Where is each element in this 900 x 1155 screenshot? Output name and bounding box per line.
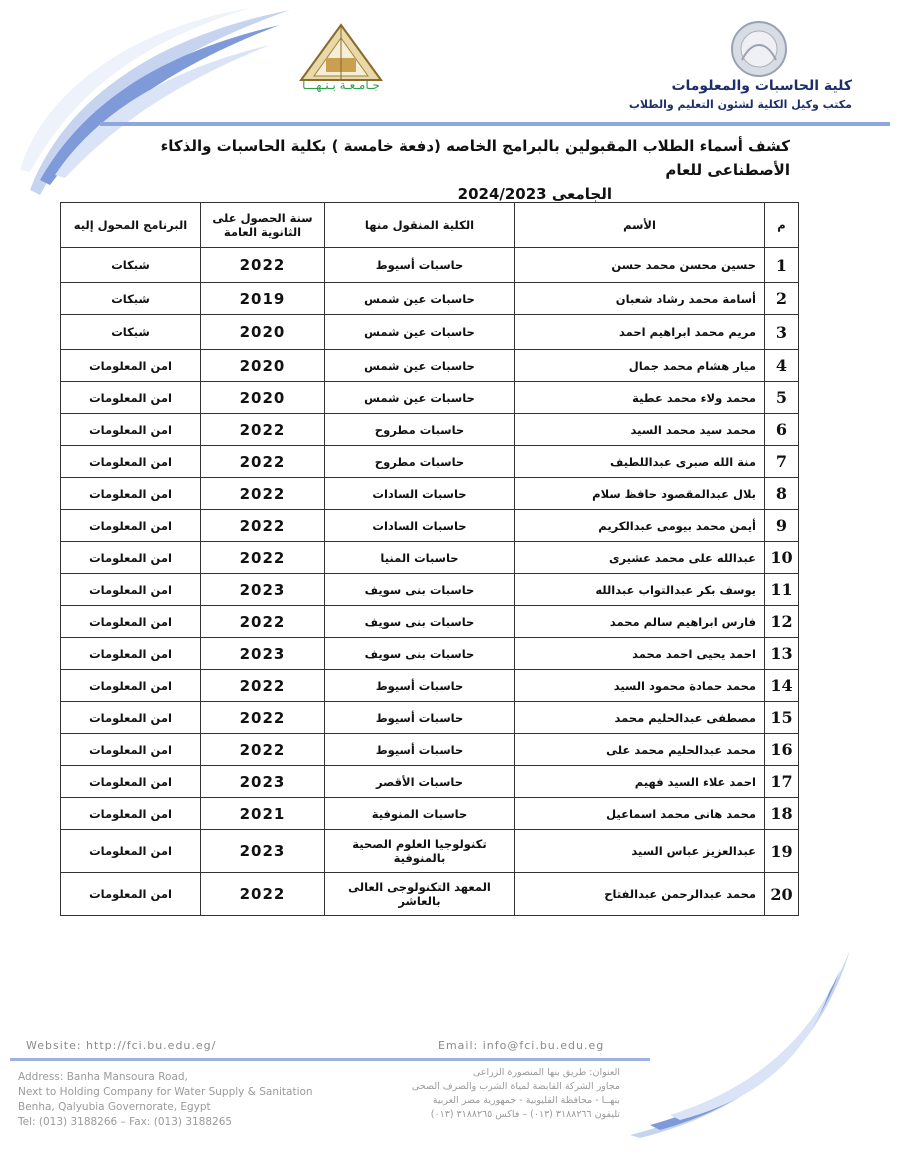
document-title <box>100 134 790 206</box>
header-name: الأسم <box>515 203 765 248</box>
decorative-swoosh-bottom <box>620 940 860 1140</box>
address-line: تليفون ٣١٨٨٢٦٦ (٠١٣) – فاكس ٣١٨٨٢٦٥ (٠١٣) <box>430 1109 620 1120</box>
cell-name: محمد ولاء محمد عطية <box>515 382 765 414</box>
cell-num: 19 <box>765 830 799 873</box>
cell-num: 2 <box>765 283 799 315</box>
address-line: بنهــا - محافظة القليوبية - جمهورية مصر العربية <box>432 1095 620 1106</box>
cell-num: 14 <box>765 670 799 702</box>
cell-num: 13 <box>765 638 799 670</box>
faculty-name: كلية الحاسبات والمعلومات <box>671 78 852 94</box>
cell-num: 4 <box>765 350 799 382</box>
cell-program: امن المعلومات <box>61 414 201 446</box>
cell-name: منة الله صبرى عبداللطيف <box>515 446 765 478</box>
table-row <box>61 638 799 670</box>
cell-college: المعهد التكنولوجى العالى بالعاشر <box>325 873 515 916</box>
header-divider <box>100 122 890 126</box>
cell-program: امن المعلومات <box>61 606 201 638</box>
cell-program: امن المعلومات <box>61 734 201 766</box>
cell-program: شبكات <box>61 248 201 283</box>
cell-name: محمد سيد محمد السيد <box>515 414 765 446</box>
cell-program: امن المعلومات <box>61 510 201 542</box>
cell-program: امن المعلومات <box>61 446 201 478</box>
cell-program: امن المعلومات <box>61 478 201 510</box>
office-name: مكتب وكيل الكلية لشئون التعليم والطلاب <box>628 98 852 111</box>
table-row <box>61 766 799 798</box>
cell-name: ميار هشام محمد جمال <box>515 350 765 382</box>
cell-num: 15 <box>765 702 799 734</box>
table-row <box>61 734 799 766</box>
cell-num: 7 <box>765 446 799 478</box>
footer-website: Website: http://fci.bu.edu.eg/ <box>26 1039 217 1052</box>
table-row <box>61 315 799 350</box>
cell-year: 2022 <box>201 873 325 916</box>
title-line-2: الجامعى 2024/2023 <box>457 185 612 203</box>
table-body <box>61 248 799 916</box>
cell-college: حاسبات أسيوط <box>325 670 515 702</box>
cell-name: مريم محمد ابراهيم احمد <box>515 315 765 350</box>
cell-college: حاسبات المنوفية <box>325 798 515 830</box>
header-year: سنة الحصول على الثانوية العامة <box>201 203 325 248</box>
header-num: م <box>765 203 799 248</box>
cell-name: يوسف بكر عبدالتواب عبدالله <box>515 574 765 606</box>
table-row <box>61 542 799 574</box>
cell-name: محمد هانى محمد اسماعيل <box>515 798 765 830</box>
cell-year: 2022 <box>201 542 325 574</box>
cell-program: امن المعلومات <box>61 702 201 734</box>
address-line: مجاور الشركة القابضة لمياة الشرب والصرف الصحى <box>411 1081 620 1092</box>
cell-name: أسامة محمد رشاد شعبان <box>515 283 765 315</box>
address-line: Tel: (013) 3188266 – Fax: (013) 3188265 <box>18 1116 233 1128</box>
table-row <box>61 510 799 542</box>
cell-year: 2022 <box>201 702 325 734</box>
table-row <box>61 606 799 638</box>
cell-year: 2022 <box>201 606 325 638</box>
cell-college: حاسبات السادات <box>325 510 515 542</box>
cell-num: 16 <box>765 734 799 766</box>
footer-address-ar <box>360 1066 620 1122</box>
cell-name: محمد عبدالحليم محمد على <box>515 734 765 766</box>
table-row <box>61 478 799 510</box>
table-row <box>61 830 799 873</box>
cell-program: امن المعلومات <box>61 542 201 574</box>
table-row <box>61 873 799 916</box>
cell-num: 9 <box>765 510 799 542</box>
table-row <box>61 702 799 734</box>
header-college: الكلية المنقول منها <box>325 203 515 248</box>
students-table <box>60 202 799 916</box>
cell-year: 2022 <box>201 446 325 478</box>
table-row <box>61 798 799 830</box>
cell-year: 2022 <box>201 248 325 283</box>
cell-name: حسين محسن محمد حسن <box>515 248 765 283</box>
cell-program: امن المعلومات <box>61 382 201 414</box>
cell-num: 6 <box>765 414 799 446</box>
table-row <box>61 248 799 283</box>
cell-program: امن المعلومات <box>61 574 201 606</box>
table-row <box>61 446 799 478</box>
cell-year: 2022 <box>201 670 325 702</box>
cell-college: حاسبات بنى سويف <box>325 574 515 606</box>
cell-num: 18 <box>765 798 799 830</box>
table-row <box>61 350 799 382</box>
cell-college: حاسبات المنيا <box>325 542 515 574</box>
table-row <box>61 574 799 606</box>
cell-name: أيمن محمد بيومى عبدالكريم <box>515 510 765 542</box>
cell-num: 11 <box>765 574 799 606</box>
cell-year: 2020 <box>201 350 325 382</box>
table-header-row <box>61 203 799 248</box>
cell-college: حاسبات عين شمس <box>325 315 515 350</box>
cell-college: حاسبات أسيوط <box>325 248 515 283</box>
cell-name: عبدالعزيز عباس السيد <box>515 830 765 873</box>
cell-year: 2022 <box>201 414 325 446</box>
header-program: البرنامج المحول إليه <box>61 203 201 248</box>
address-line: Address: Banha Mansoura Road, <box>18 1071 188 1083</box>
cell-year: 2023 <box>201 574 325 606</box>
cell-program: امن المعلومات <box>61 638 201 670</box>
address-line: Next to Holding Company for Water Supply & Sanitation <box>18 1086 313 1098</box>
cell-year: 2023 <box>201 830 325 873</box>
cell-year: 2023 <box>201 638 325 670</box>
cell-college: حاسبات عين شمس <box>325 350 515 382</box>
cell-num: 12 <box>765 606 799 638</box>
cell-program: امن المعلومات <box>61 350 201 382</box>
cell-num: 20 <box>765 873 799 916</box>
cell-num: 5 <box>765 382 799 414</box>
cell-college: حاسبات بنى سويف <box>325 606 515 638</box>
table-row <box>61 670 799 702</box>
cell-college: حاسبات عين شمس <box>325 382 515 414</box>
cell-num: 3 <box>765 315 799 350</box>
cell-name: محمد حمادة محمود السيد <box>515 670 765 702</box>
cell-year: 2019 <box>201 283 325 315</box>
cell-program: امن المعلومات <box>61 830 201 873</box>
faculty-logo <box>730 20 788 78</box>
footer-email: Email: info@fci.bu.edu.eg <box>438 1039 605 1052</box>
cell-name: مصطفى عبدالحليم محمد <box>515 702 765 734</box>
cell-college: حاسبات بنى سويف <box>325 638 515 670</box>
title-line-1: كشف أسماء الطلاب المقبولين بالبرامج الخاصه (دفعة خامسة ) بكلية الحاسبات والذكاء الأصطناعى للعام <box>160 137 790 179</box>
cell-year: 2022 <box>201 510 325 542</box>
cell-college: حاسبات الأقصر <box>325 766 515 798</box>
cell-program: شبكات <box>61 283 201 315</box>
cell-name: فارس ابراهيم سالم محمد <box>515 606 765 638</box>
footer-divider <box>10 1058 650 1061</box>
table-row <box>61 283 799 315</box>
cell-program: امن المعلومات <box>61 766 201 798</box>
cell-program: امن المعلومات <box>61 873 201 916</box>
cell-name: احمد علاء السيد فهيم <box>515 766 765 798</box>
cell-program: شبكات <box>61 315 201 350</box>
cell-college: حاسبات السادات <box>325 478 515 510</box>
table-row <box>61 382 799 414</box>
cell-program: امن المعلومات <box>61 670 201 702</box>
cell-college: حاسبات مطروح <box>325 414 515 446</box>
cell-college: حاسبات أسيوط <box>325 734 515 766</box>
cell-year: 2022 <box>201 734 325 766</box>
cell-name: بلال عبدالمقصود حافظ سلام <box>515 478 765 510</box>
cell-name: محمد عبدالرحمن عبدالفتاح <box>515 873 765 916</box>
table-row <box>61 414 799 446</box>
cell-num: 17 <box>765 766 799 798</box>
cell-num: 1 <box>765 248 799 283</box>
cell-college: حاسبات أسيوط <box>325 702 515 734</box>
footer-address-en <box>18 1070 313 1130</box>
university-name: جـامـعـة بـنـهـــا <box>302 78 380 92</box>
cell-name: احمد يحيى احمد محمد <box>515 638 765 670</box>
cell-name: عبدالله على محمد عشيرى <box>515 542 765 574</box>
cell-year: 2023 <box>201 766 325 798</box>
address-line: Benha, Qalyubia Governorate, Egypt <box>18 1101 211 1113</box>
cell-year: 2020 <box>201 382 325 414</box>
cell-year: 2022 <box>201 478 325 510</box>
cell-program: امن المعلومات <box>61 798 201 830</box>
cell-college: تكنولوجيا العلوم الصحية بالمنوفية <box>325 830 515 873</box>
cell-num: 8 <box>765 478 799 510</box>
address-line: العنوان: طريق بنها المنصورة الزراعى <box>472 1067 620 1078</box>
cell-year: 2021 <box>201 798 325 830</box>
cell-college: حاسبات مطروح <box>325 446 515 478</box>
cell-num: 10 <box>765 542 799 574</box>
cell-year: 2020 <box>201 315 325 350</box>
cell-college: حاسبات عين شمس <box>325 283 515 315</box>
